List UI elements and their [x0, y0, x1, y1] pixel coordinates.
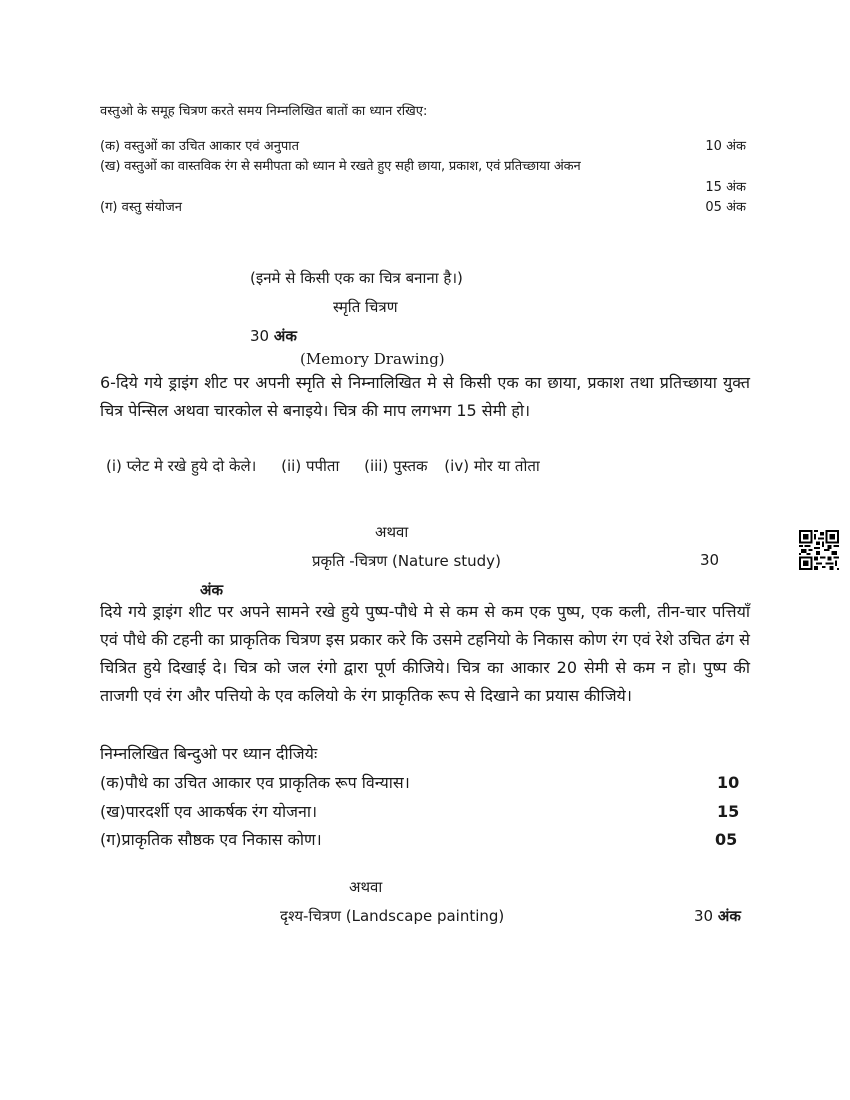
still-life-intro: वस्तुओ के समूह चित्रण करते समय निम्नलिखित बातों का ध्यान रखिए: — [100, 104, 428, 119]
landscape-marks — [694, 906, 741, 926]
memory-marks-number: 30 — [250, 327, 270, 345]
memory-options — [106, 456, 540, 476]
memory-title-english: (Memory Drawing) — [300, 350, 445, 368]
qr-code-icon — [799, 530, 839, 570]
nature-marks-number: 30 — [700, 551, 720, 569]
or-label-landscape: अथवा — [349, 878, 383, 896]
option-papaya: (ii) पपीता — [281, 457, 340, 475]
or-label-nature: अथवा — [375, 523, 409, 541]
option-peacock-parrot: (iv) मोर या तोता — [444, 457, 540, 475]
criteria-item-composition: (ग) वस्तु संयोजन — [100, 200, 182, 215]
criteria-marks-composition: 05 अंक — [705, 200, 746, 215]
nature-criteria-heading: निम्नलिखित बिन्दुओ पर ध्यान दीजियेः — [100, 744, 318, 763]
nature-title: प्रकृति -चित्रण (Nature study) — [312, 552, 501, 570]
choose-one-instruction: (इनमे से किसी एक का चित्र बनाना है।) — [250, 269, 463, 287]
nature-question: दिये गये ड्राइंग शीट पर अपने सामने रखे हुये पुष्प-पौधे मे से कम से कम एक पुष्प, एक कली, तीन-चार पत्तियाँ एवं पौधे की टहनी का प्राकृतिक चित्रण इस प्रकार करे कि उसमे टहनियो के निकास कोण रंग एवं रेशे उचित ढंग से चित्रित हुये दिखाई दे। चित्र को जल रंगो द्वारा पूर्ण कीजिये। चित्र का आकार 20 सेमी से कम न हो। पुष्प की ताजगी एवं रंग और पत्तियो के एव कलियो के रंग प्राकृतिक रूप से दिखाने का प्रयास कीजिये। — [100, 602, 750, 705]
nature-criteria-grace: (ग)प्राकृतिक सौष्ठक एव निकास कोण। — [100, 830, 322, 849]
criteria-marks-size: 10 अंक — [705, 139, 746, 154]
memory-marks — [250, 326, 297, 346]
nature-criteria-color-marks: 15 — [717, 802, 740, 821]
memory-question: 6-दिये गये ड्राइंग शीट पर अपनी स्मृति से निम्नालिखित मे से किसी एक का छाया, प्रकाश तथा प्रतिच्छाया युक्त चित्र पेन्सिल अथवा चारकोल से बनाइये। चित्र की माप लगभग 15 सेमी हो। — [100, 373, 750, 420]
option-book: (iii) पुस्तक — [364, 457, 428, 475]
option-bananas: (i) प्लेट मे रखे हुये दो केले। — [106, 457, 257, 475]
nature-criteria-grace-marks: 05 — [715, 830, 738, 849]
landscape-marks-word: अंक — [717, 907, 741, 925]
nature-criteria-form: (क)पौधे का उचित आकार एव प्राकृतिक रूप विन्यास। — [100, 773, 410, 792]
nature-marks-word: अंक — [200, 581, 223, 599]
criteria-marks-color: 15 अंक — [705, 180, 746, 195]
nature-criteria-color: (ख)पारदर्शी एव आकर्षक रंग योजना। — [100, 802, 318, 821]
memory-title-hindi: स्मृति चित्रण — [333, 298, 398, 316]
landscape-title: दृश्य-चित्रण (Landscape painting) — [280, 907, 505, 925]
landscape-marks-number: 30 — [694, 907, 714, 925]
nature-criteria-form-marks: 10 — [717, 773, 740, 792]
memory-marks-word: अंक — [273, 327, 297, 345]
criteria-item-color: (ख) वस्तुओं का वास्तविक रंग से समीपता को ध्यान मे रखते हुए सही छाया, प्रकाश, एवं प्रतिच्छाया अंकन — [100, 159, 581, 174]
criteria-item-size: (क) वस्तुओं का उचित आकार एवं अनुपात — [100, 139, 300, 154]
